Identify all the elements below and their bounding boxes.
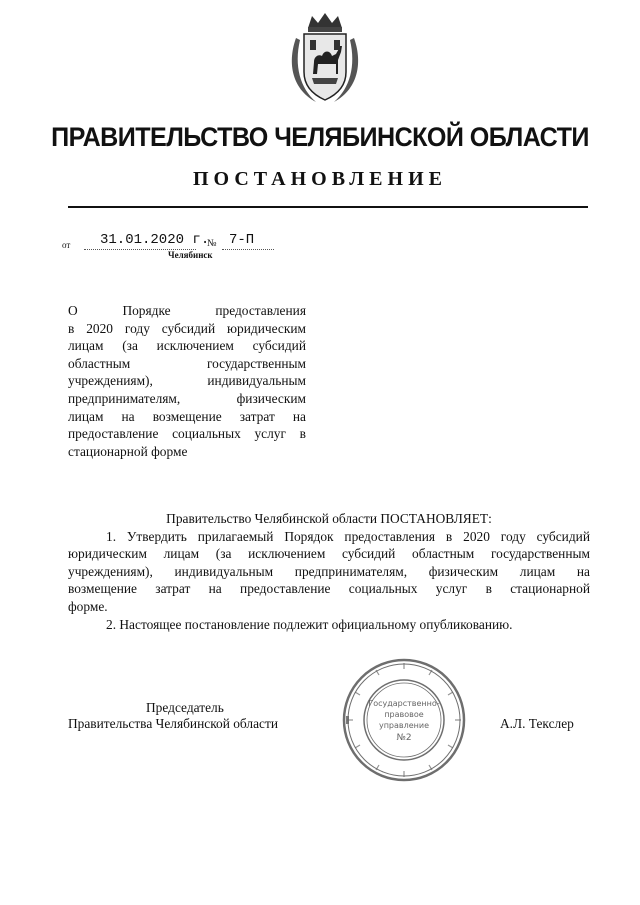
document-type: ПОСТАНОВЛЕНИЕ [193, 168, 447, 190]
body-item-1-line: форме. [68, 598, 108, 614]
subject-line: О Порядке предоставления [68, 303, 306, 318]
body-item-1-line: возмещение затрат на предоставление социальных услуг в стационарной [68, 581, 590, 597]
subject-line: стационарной форме [68, 443, 188, 459]
document-subject [68, 302, 306, 460]
svg-text:Государственно-: Государственно- [368, 699, 440, 708]
date-from-label: от [62, 240, 71, 250]
header-divider [68, 206, 588, 208]
body-intro: Правительство Челябинской области ПОСТАНОВЛЯЕТ: [166, 511, 492, 526]
subject-line: областным государственным [68, 355, 306, 371]
body-item-2: 2. Настоящее постановление подлежит официальному опубликованию. [106, 616, 513, 632]
body-item-1-line: 1. Утвердить прилагаемый Порядок предоставления в 2020 году субсидий [106, 528, 590, 544]
subject-line: предоставление социальных услуг в [68, 426, 306, 442]
body-item-1-line: юридическим лицам (за исключением субсидий областным государственным [68, 546, 590, 562]
number-underline [222, 249, 274, 250]
coat-of-arms-icon [286, 10, 364, 108]
organization-title: ПРАВИТЕЛЬСТВО ЧЕЛЯБИНСКОЙ ОБЛАСТИ [51, 122, 589, 152]
number-label: № [207, 238, 217, 249]
subject-line: учреждениям), индивидуальным [68, 373, 306, 389]
subject-line: лицам (за исключением субсидий [68, 338, 306, 354]
svg-text:№2: №2 [396, 733, 412, 743]
document-body [68, 510, 590, 633]
subject-line: в 2020 году субсидий юридическим [68, 320, 306, 336]
subject-line: лицам на возмещение затрат на [68, 408, 306, 424]
signatory-organization: Правительства Челябинской области [68, 716, 278, 731]
signatory-title: Председатель [146, 700, 224, 715]
subject-line: предпринимателям, физическим [68, 390, 306, 406]
document-number: 7-П [229, 232, 255, 248]
svg-text:правовое: правовое [384, 710, 424, 719]
svg-text:управление: управление [378, 721, 430, 730]
official-stamp-icon [340, 656, 468, 784]
document-date: 31.01.2020 г. [100, 232, 210, 248]
body-item-1-line: учреждениям), индивидуальным предпринимателям, физическим лицам на [68, 563, 590, 579]
city-label: Челябинск [168, 250, 213, 260]
signatory-name: А.Л. Текслер [500, 716, 574, 731]
